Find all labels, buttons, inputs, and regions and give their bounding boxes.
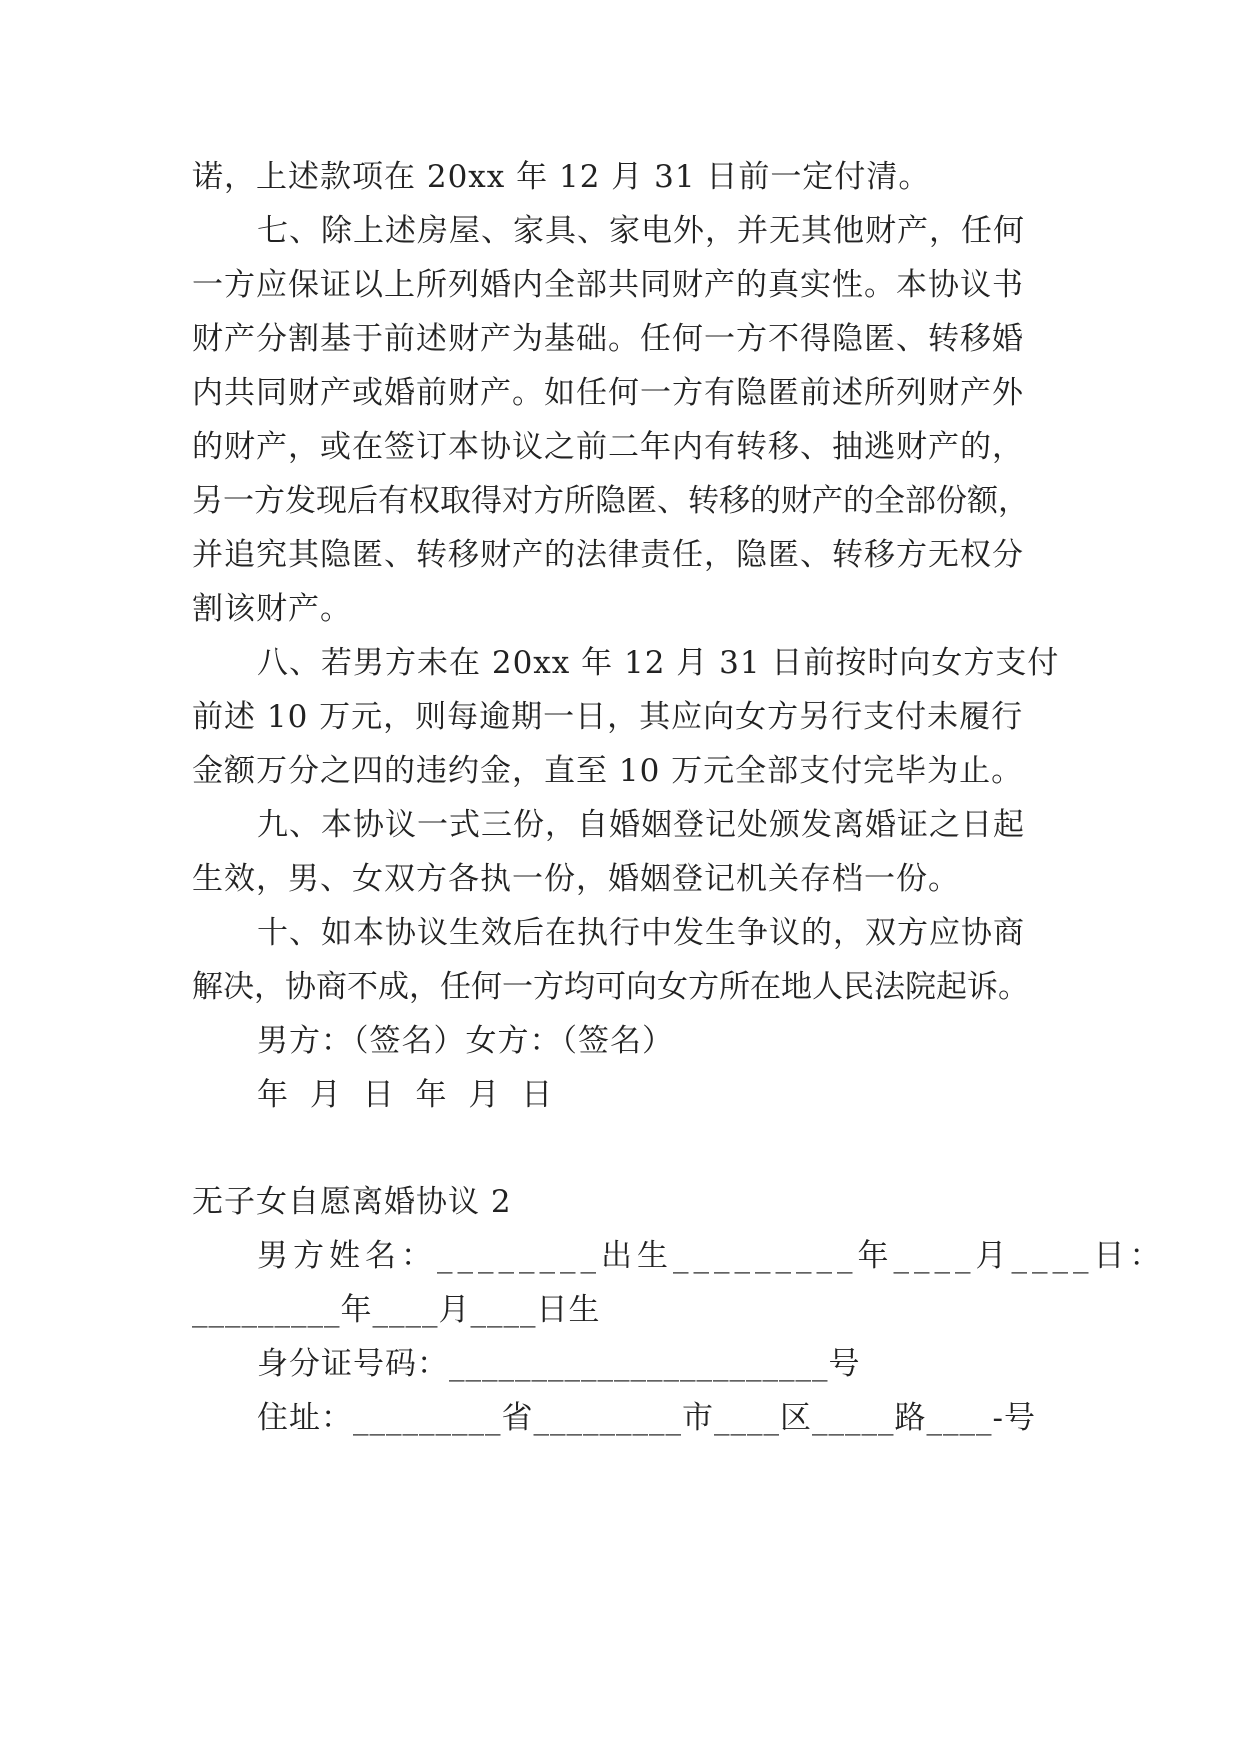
paragraph-line: 生效，男、女双方各执一份，婚姻登记机关存档一份。: [192, 861, 960, 897]
paragraph-line: 另一方发现后有权取得对方所隐匿、转移的财产的全部份额，: [192, 483, 1029, 519]
paragraph-line: 解决，协商不成，任何一方均可向女方所在地人民法院起诉。: [192, 969, 1029, 1005]
paragraph-line: 诺，上述款项在 20xx 年 12 月 31 日前一定付清。: [192, 159, 931, 195]
paragraph-line: 内共同财产或婚前财产。如任何一方有隐匿前述所列财产外: [192, 375, 1024, 411]
paragraph-line: 前述 10 万元，则每逾期一日，其应向女方另行支付未履行: [192, 699, 1024, 735]
form-line-birth-date: _________年____月____日生: [192, 1292, 601, 1328]
paragraph-line: 九、本协议一式三份，自婚姻登记处颁发离婚证之日起: [257, 807, 1025, 843]
paragraph-line: 割该财产。: [192, 591, 352, 627]
form-line-male-name: 男方姓名：________出生_________年____月____日：: [257, 1238, 1166, 1274]
section-title: 无子女自愿离婚协议 2: [192, 1184, 512, 1220]
paragraph-line: 财产分割基于前述财产为基础。任何一方不得隐匿、转移婚: [192, 321, 1024, 357]
paragraph-line: 金额万分之四的违约金，直至 10 万元全部支付完毕为止。: [192, 753, 1024, 789]
date-line: 年 月 日 年 月 日: [257, 1077, 559, 1113]
form-line-id-number: 身分证号码：_______________________号: [257, 1346, 861, 1382]
paragraph-line: 一方应保证以上所列婚内全部共同财产的真实性。本协议书: [192, 267, 1024, 303]
paragraph-line: 十、如本协议生效后在执行中发生争议的，双方应协商: [257, 915, 1025, 951]
signature-line: 男方：（签名）女方：（签名）: [257, 1023, 674, 1059]
paragraph-line: 并追究其隐匿、转移财产的法律责任，隐匿、转移方无权分: [192, 537, 1024, 573]
paragraph-line: 七、除上述房屋、家具、家电外，并无其他财产，任何: [257, 213, 1025, 249]
form-line-address: 住址：_________省_________市____区_____路____-号: [257, 1400, 1036, 1436]
paragraph-line: 八、若男方未在 20xx 年 12 月 31 日前按时向女方支付: [257, 645, 1060, 681]
paragraph-line: 的财产，或在签订本协议之前二年内有转移、抽逃财产的，: [192, 429, 1024, 465]
